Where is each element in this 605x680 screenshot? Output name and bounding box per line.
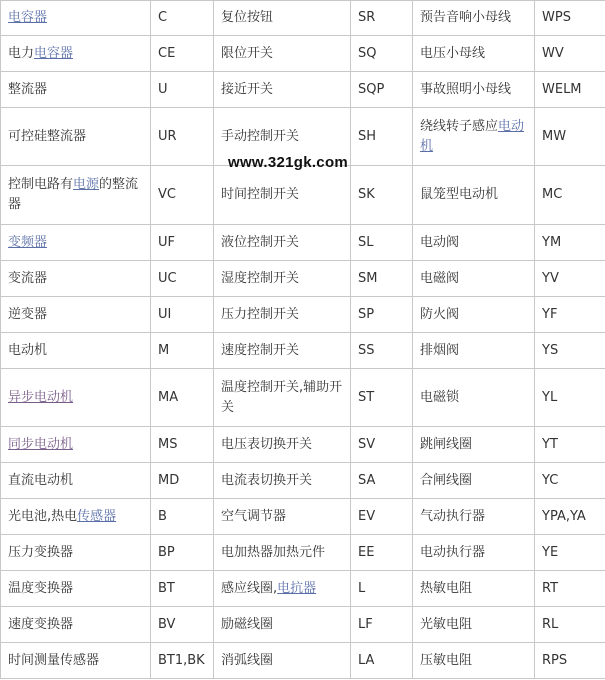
device-name-cell (1, 499, 151, 535)
device-code-cell: MW (535, 108, 605, 166)
device-name-cell (214, 72, 351, 108)
device-name-cell (1, 333, 151, 369)
device-name-cell (1, 463, 151, 499)
cell-text: 压敏电阻 (420, 652, 473, 668)
device-name-cell (413, 463, 535, 499)
table-row (1, 499, 605, 535)
cell-text: 气动执行器 (420, 508, 486, 524)
device-name-cell (214, 607, 351, 643)
device-code-cell: VC (151, 166, 214, 225)
device-code-cell: BV (151, 607, 214, 643)
device-name-cell (1, 108, 151, 166)
cell-text: 直流电动机 (8, 472, 74, 488)
device-code-cell: U (151, 72, 214, 108)
device-code-cell: BT (151, 571, 214, 607)
device-name-cell (214, 333, 351, 369)
cell-text: 电动执行器 (420, 544, 486, 560)
cell-text: 电动机 (8, 342, 48, 358)
device-name-cell (1, 72, 151, 108)
cell-text: 跳闸线圈 (420, 436, 473, 452)
device-name-cell (214, 571, 351, 607)
device-code-cell: SK (351, 166, 413, 225)
cell-text: 光敏电阻 (420, 616, 473, 632)
cell-text: 绕线转子感应 (420, 118, 499, 134)
cell-text: 鼠笼型电动机 (420, 187, 499, 202)
device-name-cell (413, 499, 535, 535)
device-name-cell (413, 607, 535, 643)
cell-text: 液位控制开关 (221, 234, 300, 250)
device-code-cell: BP (151, 535, 214, 571)
term-link[interactable]: 变频器 (8, 234, 48, 250)
cell-text: 限位开关 (221, 45, 274, 61)
device-name-cell (413, 261, 535, 297)
device-name-cell (413, 72, 535, 108)
cell-text: 热敏电阻 (420, 580, 473, 596)
device-name-cell (413, 643, 535, 679)
device-name-cell (1, 427, 151, 463)
device-code-cell: SQP (351, 72, 413, 108)
device-code-cell: C (151, 1, 214, 36)
cell-text: 电压小母线 (420, 45, 486, 61)
device-code-cell: EV (351, 499, 413, 535)
device-name-cell (413, 166, 535, 225)
cell-text: 排烟阀 (420, 342, 460, 358)
cell-text: 感应线圈, (221, 580, 278, 596)
device-name-cell (413, 333, 535, 369)
device-code-cell: EE (351, 535, 413, 571)
table-row (1, 571, 605, 607)
device-code-cell: WELM (535, 72, 605, 108)
table-row (1, 261, 605, 297)
cell-text: 速度控制开关 (221, 342, 300, 358)
cell-text: 湿度控制开关 (221, 270, 300, 286)
device-name-cell (413, 535, 535, 571)
device-name-cell (214, 427, 351, 463)
symbol-table-body (1, 1, 605, 679)
device-name-cell (413, 36, 535, 72)
device-name-cell (1, 261, 151, 297)
cell-text: 消弧线圈 (221, 652, 274, 668)
cell-text: 电磁阀 (420, 270, 460, 286)
cell-text: 温度变换器 (8, 580, 74, 596)
table-row (1, 369, 605, 427)
device-name-cell (413, 427, 535, 463)
device-name-cell (1, 1, 151, 36)
cell-text: 可控硅整流器 (8, 128, 87, 144)
device-code-cell: YC (535, 463, 605, 499)
term-link[interactable]: 电源 (73, 177, 100, 192)
device-code-cell: RL (535, 607, 605, 643)
device-name-cell (214, 166, 351, 225)
device-code-cell: SH (351, 108, 413, 166)
device-name-cell (413, 108, 535, 166)
table-row (1, 166, 605, 225)
cell-text: 控制电路有 (8, 177, 74, 192)
table-row (1, 535, 605, 571)
device-name-cell (413, 225, 535, 261)
cell-text: 压力控制开关 (221, 306, 300, 322)
term-link[interactable]: 传感器 (77, 508, 117, 524)
device-code-cell: M (151, 333, 214, 369)
device-code-cell: MC (535, 166, 605, 225)
cell-text: 手动控制开关 (221, 128, 300, 144)
device-code-cell: SL (351, 225, 413, 261)
device-name-cell (1, 369, 151, 427)
device-name-cell (413, 1, 535, 36)
cell-text: 变流器 (8, 270, 48, 286)
cell-text: 电动阀 (420, 234, 460, 250)
device-code-cell: YV (535, 261, 605, 297)
device-name-cell (214, 1, 351, 36)
device-code-cell: YM (535, 225, 605, 261)
device-name-cell (1, 225, 151, 261)
device-code-cell: L (351, 571, 413, 607)
cell-text: 时间测量传感器 (8, 652, 100, 668)
device-code-cell: YPA,YA (535, 499, 605, 535)
cell-text: 整流器 (8, 81, 48, 97)
device-name-cell (1, 166, 151, 225)
term-link[interactable]: 电动机 (420, 118, 525, 154)
device-code-cell: UF (151, 225, 214, 261)
device-code-cell: UR (151, 108, 214, 166)
device-code-cell: MD (151, 463, 214, 499)
device-name-cell (214, 463, 351, 499)
table-row (1, 607, 605, 643)
table-row (1, 297, 605, 333)
cell-text: 温度控制开关,辅助开关 (221, 379, 343, 415)
device-code-cell: SP (351, 297, 413, 333)
table-row (1, 72, 605, 108)
device-name-cell (214, 261, 351, 297)
device-name-cell (214, 643, 351, 679)
term-link[interactable]: 电容器 (34, 45, 74, 61)
device-code-cell: YF (535, 297, 605, 333)
device-name-cell (1, 297, 151, 333)
cell-text: 复位按钮 (221, 10, 274, 25)
device-code-cell: BT1,BK (151, 643, 214, 679)
cell-text: 光电池,热电 (8, 508, 78, 524)
device-name-cell (413, 297, 535, 333)
term-link[interactable]: 异步电动机 (8, 389, 74, 405)
cell-text: 接近开关 (221, 81, 274, 97)
cell-text: 电力 (8, 45, 35, 61)
cell-text: 电加热器加热元件 (221, 544, 326, 560)
device-code-cell: YL (535, 369, 605, 427)
cell-text: 事故照明小母线 (420, 81, 512, 97)
device-name-cell (1, 571, 151, 607)
table-row (1, 643, 605, 679)
device-code-cell: YS (535, 333, 605, 369)
device-code-cell: SV (351, 427, 413, 463)
table-row (1, 427, 605, 463)
table-row (1, 1, 605, 36)
device-code-cell: UI (151, 297, 214, 333)
device-code-cell: B (151, 499, 214, 535)
table-row (1, 333, 605, 369)
device-code-cell: YT (535, 427, 605, 463)
device-name-cell (1, 36, 151, 72)
cell-text: 励磁线圈 (221, 616, 274, 632)
device-name-cell (413, 571, 535, 607)
device-code-cell: SS (351, 333, 413, 369)
term-link[interactable]: 电容器 (8, 10, 48, 25)
device-name-cell (214, 225, 351, 261)
device-code-cell: RT (535, 571, 605, 607)
device-name-cell (214, 297, 351, 333)
device-code-cell: SM (351, 261, 413, 297)
device-code-cell: SA (351, 463, 413, 499)
cell-text: 合闸线圈 (420, 472, 473, 488)
device-name-cell (413, 369, 535, 427)
cell-text: 时间控制开关 (221, 187, 300, 202)
term-link[interactable]: 电抗器 (277, 580, 317, 596)
table-row (1, 36, 605, 72)
cell-text: 的整流器 (8, 177, 139, 212)
table-row (1, 463, 605, 499)
cell-text: 空气调节器 (221, 508, 287, 524)
watermark-text: www.321gk.com (228, 154, 349, 171)
device-code-cell: MA (151, 369, 214, 427)
device-name-cell (1, 607, 151, 643)
cell-text: 预告音响小母线 (420, 10, 512, 25)
term-link[interactable]: 同步电动机 (8, 436, 74, 452)
cell-text: 逆变器 (8, 306, 48, 322)
device-name-cell (214, 535, 351, 571)
device-name-cell (214, 499, 351, 535)
device-code-cell: LA (351, 643, 413, 679)
device-code-cell: WV (535, 36, 605, 72)
cell-text: 防火阀 (420, 306, 460, 322)
table-row (1, 225, 605, 261)
device-code-cell: ST (351, 369, 413, 427)
device-name-cell (214, 36, 351, 72)
device-code-cell: MS (151, 427, 214, 463)
device-name-cell (1, 643, 151, 679)
device-code-cell: WPS (535, 1, 605, 36)
device-code-cell: LF (351, 607, 413, 643)
device-name-cell (1, 535, 151, 571)
cell-text: 速度变换器 (8, 616, 74, 632)
cell-text: 压力变换器 (8, 544, 74, 560)
device-code-cell: RPS (535, 643, 605, 679)
device-code-cell: UC (151, 261, 214, 297)
device-code-cell: SR (351, 1, 413, 36)
cell-text: 电压表切换开关 (221, 436, 313, 452)
cell-text: 电流表切换开关 (221, 472, 313, 488)
cell-text: 电磁锁 (420, 389, 460, 405)
device-code-cell: CE (151, 36, 214, 72)
device-code-cell: SQ (351, 36, 413, 72)
device-code-cell: YE (535, 535, 605, 571)
device-name-cell (214, 369, 351, 427)
